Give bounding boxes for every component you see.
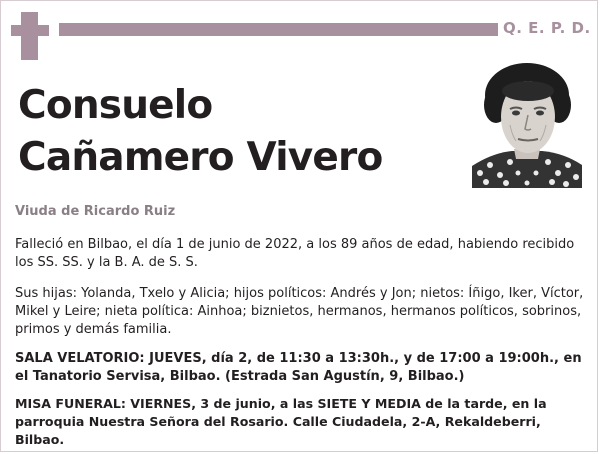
funeral-info: MISA FUNERAL: VIERNES, 3 de junio, a las SIETE Y MEDIA de la tarde, en la parroquia Nuestra Señora del Rosario. Calle Ciudadela, 2-A, Rekaldeberri, Bilbao. [15,396,547,447]
cross-icon-arm [11,25,49,36]
family-list: Sus hijas: Yolanda, Txelo y Alicia; hijos políticos: Andrés y Jon; nietos: Íñigo, Iker, Víctor, Mikel y Leire; nieta política: Ainhoa; biznietos, hermanos, hermanos políticos, sobrinos, primos y demás familia. [15,286,584,337]
header-bar [59,23,498,36]
surnames: Cañamero Vivero [18,135,383,180]
deceased-name [18,80,382,184]
death-notice: Falleció en Bilbao, el día 1 de junio de 2022, a los 89 años de edad, habiendo recibido los SS. SS. y la B. A. de S. S. [15,237,575,270]
cross-icon [21,12,38,60]
first-name: Consuelo [18,83,213,128]
portrait-photo [472,61,582,188]
relation-line: Viuda de Ricardo Ruiz [15,204,176,219]
qepd-label: Q. E. P. D. [503,19,591,37]
wake-info: SALA VELATORIO: JUEVES, día 2, de 11:30 a 13:30h., y de 17:00 a 19:00h., en el Tanatorio Servisa, Bilbao. (Estrada San Agustín, 9, Bilbao.) [15,351,582,384]
